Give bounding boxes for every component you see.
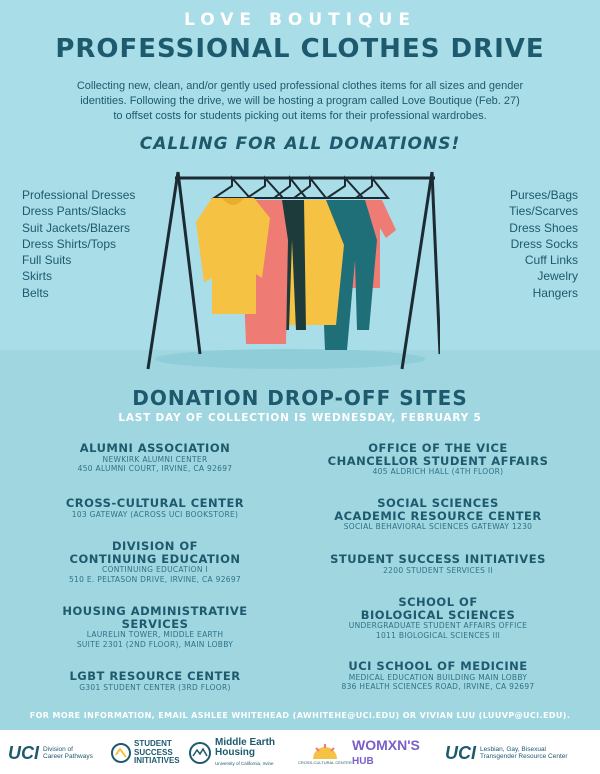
rack-leg [148,172,178,369]
logo-text [480,746,568,761]
list-item: Dress Socks [510,236,578,251]
site-name: LGBT RESOURCE CENTER [69,669,241,683]
site-address: NEWKIRK ALUMNI CENTER [102,454,208,464]
items-list-left [22,187,135,301]
site-address: SUITE 2301 (2ND FLOOR), MAIN LOBBY [76,639,234,649]
rack-leg [402,172,432,369]
student-success-initiatives-logo [110,738,180,768]
items-list-right [509,187,578,301]
intro-text [18,79,582,124]
womxns-hub-logo [352,738,420,768]
site-school-of-medicine [308,660,568,692]
site-name: SOCIAL SCIENCES [377,496,499,510]
contact-info: FOR MORE INFORMATION, EMAIL ASHLEE WHITEHEAD (AWHITEHE@UCI.EDU) OR VIVIAN LUU (LUUVP@UCI.EDU). [29,711,571,720]
list-item: Dress Shoes [509,220,578,235]
site-name: HOUSING ADMINISTRATIVE [62,604,248,618]
site-cross-cultural-center [25,497,285,519]
logo-text-line: INITIATIVES [134,756,180,766]
list-item: Ties/Scarves [509,204,578,219]
list-item: Dress Shirts/Tops [22,236,117,251]
logo-text-line: SUCCESS [134,747,173,757]
intro-line: Collecting new, clean, and/or gently used professional clothes items for all sizes and gender [76,80,524,92]
site-social-sciences [308,497,568,532]
uci-career-pathways-logo [8,738,93,768]
sun-icon [310,742,340,760]
logo-text-line: Middle Earth [215,736,276,748]
event-title: PROFESSIONAL CLOTHES DRIVE [55,34,545,64]
site-address: 836 HEALTH SCIENCES ROAD, IRVINE, CA 92697 [341,682,535,691]
site-address: 1011 BIOLOGICAL SCIENCES III [375,630,501,640]
list-item: Cuff Links [524,253,578,268]
logo-text-line: Division of [43,745,73,753]
sponsor-logos [0,730,600,774]
site-name: OFFICE OF THE VICE [368,441,508,455]
site-continuing-education [25,540,285,584]
site-name: ACADEMIC RESOURCE CENTER [334,508,542,523]
list-item: Dress Pants/Slacks [22,204,127,219]
site-address: MEDICAL EDUCATION BUILDING MAIN LOBBY [348,672,528,682]
logo-text-line: Housing [215,746,255,758]
list-item: Full Suits [22,253,72,268]
site-vice-chancellor [308,442,568,477]
event-subtitle: LOVE BOUTIQUE [184,10,416,30]
site-biological-sciences [308,596,568,640]
site-address: G301 STUDENT CENTER (3RD FLOOR) [79,682,231,692]
list-item: Purses/Bags [509,188,578,202]
uci-wordmark: UCI [8,742,39,763]
dropoff-title: DONATION DROP-OFF SITES [132,386,468,410]
list-item: Suit Jackets/Blazers [22,220,131,235]
intro-line: identities. Following the drive, we will be hosting a program called Love Boutique (Feb. 27) [80,95,520,107]
logo-text-line: University of California, Irvine [215,760,274,766]
site-name: DIVISION OF [111,539,199,553]
logo-text-line: STUDENT [134,739,172,749]
site-name: UCI SCHOOL OF MEDICINE [348,659,528,673]
site-address: CONTINUING EDUCATION I [102,565,208,574]
hangers [214,178,388,198]
site-address: 103 GATEWAY (ACROSS UCI BOOKSTORE) [71,509,239,519]
logo-text [352,738,420,769]
site-name: CONTINUING EDUCATION [69,551,241,566]
site-address: 405 ALDRICH HALL (4TH FLOOR) [372,467,504,476]
site-name: CROSS-CULTURAL CENTER [65,496,245,510]
logo-text-line: Transgender Resource Center [480,753,568,760]
cross-cultural-center-logo [298,738,352,768]
site-name: STUDENT SUCCESS INITIATIVES [330,552,546,566]
site-student-success [308,553,568,575]
site-lgbt-resource-center [25,670,285,692]
site-name: SERVICES [121,616,189,631]
logo-text-line: HUB [352,755,374,767]
rack-leg [432,172,440,354]
uci-lgbt-resource-center-logo [445,738,568,768]
site-address: LAURELIN TOWER, MIDDLE EARTH [86,630,224,639]
clothes-rack-illustration [140,164,440,374]
logo-text-line: Career Pathways [43,753,93,760]
site-address: UNDERGRADUATE STUDENT AFFAIRS OFFICE [348,621,528,630]
uci-wordmark: UCI [445,742,476,763]
site-alumni-association [25,442,285,474]
site-name: ALUMNI ASSOCIATION [79,441,231,455]
middle-earth-icon [188,741,212,765]
logo-text-line: WOMXN'S [352,736,420,753]
list-item: Belts [22,285,49,300]
list-item: Professional Dresses [22,188,136,202]
logo-text [215,738,275,769]
ssi-icon [110,742,132,764]
last-day-notice: LAST DAY OF COLLECTION IS WEDNESDAY, FEBRUARY 5 [118,412,482,424]
logo-text [43,746,93,761]
site-address: 510 E. PELTASON DRIVE, IRVINE, CA 92697 [68,574,242,584]
site-housing-administrative [25,605,285,649]
logo-text: CROSS-CULTURAL CENTER [298,759,352,765]
rack-shadow [155,349,425,369]
site-address: SOCIAL BEHAVIORAL SCIENCES GATEWAY 1230 [343,522,533,531]
site-name: BIOLOGICAL SCIENCES [360,607,516,622]
list-item: Jewelry [537,269,578,284]
site-name: SCHOOL OF [398,595,478,609]
list-item: Skirts [22,269,52,284]
middle-earth-housing-logo [188,738,275,768]
intro-line: to offset costs for students picking out items for their professional wardrobes. [113,110,487,122]
logo-text-line: Lesbian, Gay, Bisexual [480,745,546,753]
site-address: 450 ALUMNI COURT, IRVINE, CA 92697 [77,464,233,473]
rack-leg [178,172,200,354]
site-address: 2200 STUDENT SERVICES II [383,565,493,575]
list-item: Hangers [532,285,578,300]
logo-text [134,740,180,766]
site-name: CHANCELLOR STUDENT AFFAIRS [327,453,549,468]
calling-heading: CALLING FOR ALL DONATIONS! [139,134,461,154]
